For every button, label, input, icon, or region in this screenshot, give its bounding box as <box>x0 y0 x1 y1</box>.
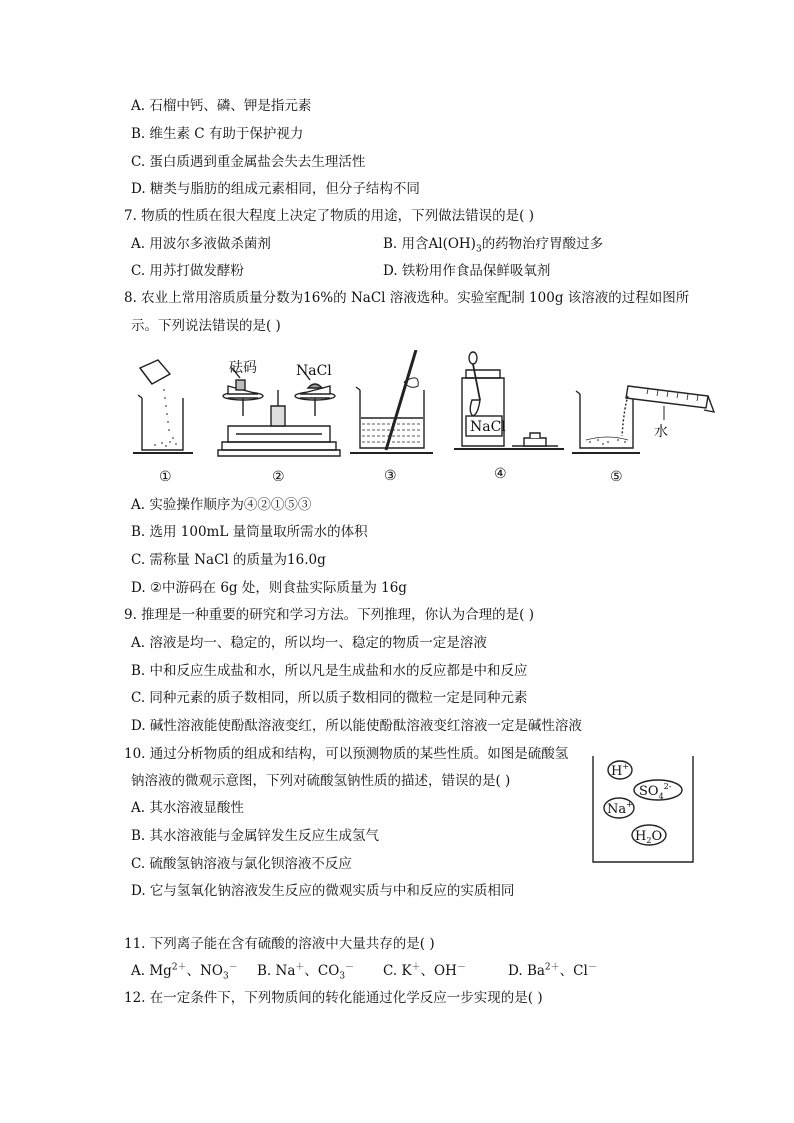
q7-option-c: C. 用苏打做发酵粉 <box>131 263 244 279</box>
q7-option-a: A. 用波尔多液做杀菌剂 <box>131 236 271 252</box>
nacl-jar-label: NaCl <box>470 419 506 435</box>
q6-option-b: B. 维生素 C 有助于保护视力 <box>131 126 304 142</box>
step1-number: ① <box>159 469 172 485</box>
step1-pouring-beaker <box>133 360 193 453</box>
svg-text:SO42-: $SO_4^{2-}$ <box>639 782 672 801</box>
q8-option-c: C. 需称量 NaCl 的质量为16.0g <box>131 552 326 568</box>
q10-option-a: A. 其水溶液显酸性 <box>131 800 244 816</box>
q12-stem: 12. 在一定条件下，下列物质间的转化能通过化学反应一步实现的是( ) <box>124 990 543 1006</box>
svg-text:H2O: $H_2O$ <box>635 829 663 845</box>
q8-option-a: A. 实验操作顺序为④②①⑤③ <box>131 497 312 513</box>
q10-option-d: D. 它与氢氧化钠溶液发生反应的微观实质与中和反应的实质相同 <box>131 883 515 899</box>
step2-balance <box>218 368 340 456</box>
q11-option-c: C. K＋、OH－ <box>383 962 466 979</box>
q7-stem: 7. 物质的性质在很大程度上决定了物质的用途，下列做法错误的是( ) <box>124 208 534 224</box>
q10-ion-diagram <box>590 752 700 864</box>
step3-stirring-beaker <box>350 350 433 453</box>
q9-stem: 9. 推理是一种重要的研究和学习方法。下列推理，你认为合理的是( ) <box>124 607 534 623</box>
q9-option-c: C. 同种元素的质子数相同，所以质子数相同的微粒一定是同种元素 <box>131 690 528 706</box>
q7-option-b: B. 用含$Al(OH)_3$的药物治疗胃酸过多 <box>383 236 604 255</box>
step4-number: ④ <box>494 466 507 482</box>
q11-option-b: B. Na＋、$CO_3^-$ <box>257 962 355 982</box>
svg-text:H+: H+ <box>611 762 630 779</box>
q9-option-b: B. 中和反应生成盐和水，所以凡是生成盐和水的反应都是中和反应 <box>131 663 528 679</box>
weight-label: 砝码 <box>229 360 257 376</box>
step3-number: ③ <box>384 468 397 484</box>
q6-option-a: A. 石榴中钙、磷、钾是指元素 <box>131 98 312 114</box>
q10-stem-line2: 钠溶液的微观示意图，下列对硫酸氢钠性质的描述，错误的是( ) <box>131 773 511 789</box>
q8-stem-line2: 示。下列说法错误的是( ) <box>131 318 281 334</box>
q8-option-b: B. 选用 100mL 量筒量取所需水的体积 <box>131 524 368 540</box>
q9-option-d: D. 碱性溶液能使酚酞溶液变红，所以能使酚酞溶液变红溶液一定是碱性溶液 <box>131 718 582 734</box>
q8-option-d: D. ②中游码在 6g 处，则食盐实际质量为 16g <box>131 580 407 596</box>
q7-option-d: D. 铁粉用作食品保鲜吸氧剂 <box>383 263 551 279</box>
step2-number: ② <box>272 469 285 485</box>
q8-experiment-figure <box>128 350 728 490</box>
q11-option-d: D. $Ba^{2+}$、Cl－ <box>508 962 597 979</box>
q10-stem-line1: 10. 通过分析物质的组成和结构，可以预测物质的某些性质。如图是硫酸氢 <box>124 746 569 762</box>
q10-option-c: C. 硫酸氢钠溶液与氯化钡溶液不反应 <box>131 856 352 872</box>
svg-text:Na+: Na+ <box>607 800 633 817</box>
q9-option-a: A. 溶液是均一、稳定的，所以均一、稳定的物质一定是溶液 <box>131 635 487 651</box>
step5-pouring-water <box>572 386 714 453</box>
q6-option-c: C. 蛋白质遇到重金属盐会失去生理活性 <box>131 154 366 170</box>
q11-stem: 11. 下列离子能在含有硫酸的溶液中大量共存的是( ) <box>124 936 435 952</box>
q8-stem-line1: 8. 农业上常用溶质质量分数为16%的 NaCl 溶液选种。实验室配制 100g 该溶液的过程如图所 <box>124 290 690 306</box>
nacl-top-label: NaCl <box>296 363 332 379</box>
q11-option-a: A. $Mg^{2+}$、$NO_3^-$ <box>131 962 238 982</box>
q6-option-d: D. 糖类与脂肪的组成元素相同，但分子结构不同 <box>131 181 420 197</box>
step5-number: ⑤ <box>610 469 623 485</box>
q10-option-b: B. 其水溶液能与金属锌发生反应生成氢气 <box>131 828 380 844</box>
water-label: 水 <box>654 424 668 440</box>
